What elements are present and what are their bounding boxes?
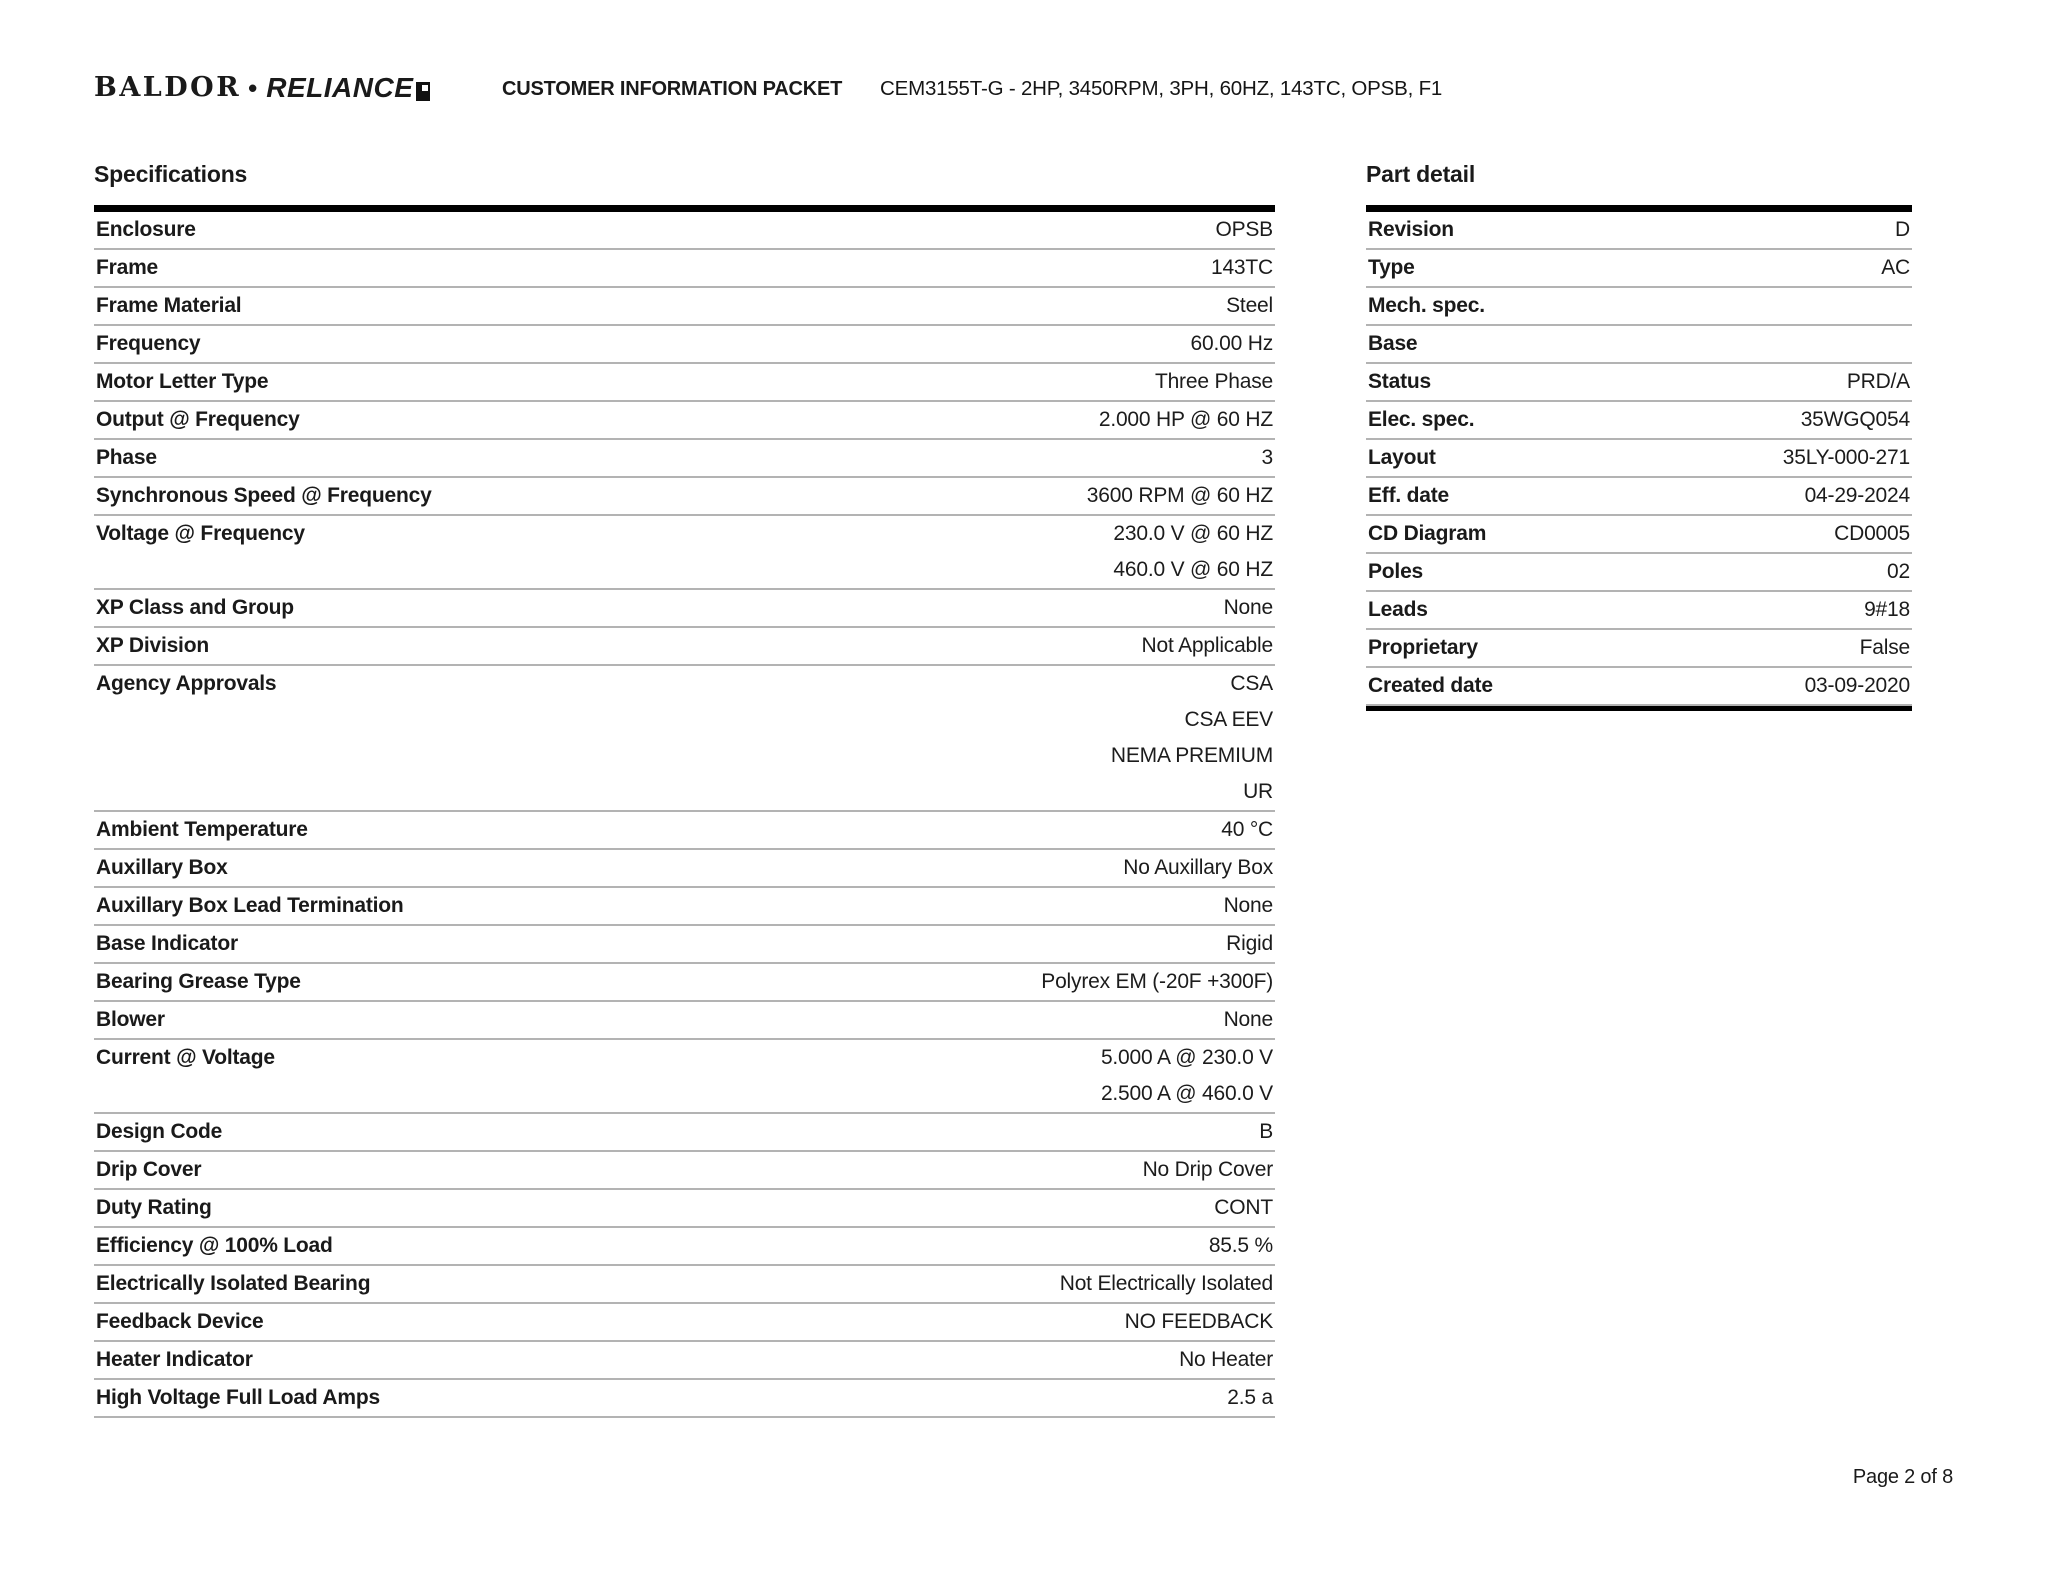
spec-label: High Voltage Full Load Amps (96, 1386, 380, 1409)
spec-label: XP Class and Group (96, 596, 294, 619)
spec-row (94, 1228, 1275, 1266)
spec-row (94, 440, 1275, 478)
part-row (1366, 250, 1912, 288)
part-row (1366, 288, 1912, 326)
spec-label: Auxillary Box (96, 856, 228, 879)
spec-row (94, 666, 1275, 812)
spec-label: Frame (96, 256, 159, 279)
spec-row (94, 250, 1275, 288)
part-detail-table (1366, 205, 1912, 711)
spec-row (94, 1380, 1275, 1418)
spec-label: Efficiency @ 100% Load (96, 1234, 333, 1257)
spec-values (1224, 888, 1275, 924)
spec-value: Rigid (1226, 932, 1273, 955)
spec-label: Ambient Temperature (96, 818, 308, 841)
spec-row (94, 888, 1275, 926)
part-values (1864, 592, 1912, 628)
baldor-reliance-logo (94, 70, 430, 106)
spec-value: No Heater (1179, 1348, 1273, 1371)
spec-row (94, 1152, 1275, 1190)
spec-values (1221, 812, 1275, 848)
document-title: CUSTOMER INFORMATION PACKET (502, 78, 843, 100)
part-values (1881, 250, 1912, 286)
part-value: PRD/A (1846, 370, 1910, 393)
part-label: Base (1368, 332, 1418, 355)
part-label: Type (1368, 256, 1415, 279)
spec-values (1125, 1304, 1275, 1340)
spec-values (1111, 666, 1275, 810)
spec-value: Three Phase (1154, 370, 1273, 393)
spec-row (94, 850, 1275, 888)
spec-label: Base Indicator (96, 932, 238, 955)
specifications-title: Specifications (94, 161, 248, 187)
spec-value: NO FEEDBACK (1124, 1310, 1273, 1333)
specifications-table (94, 205, 1275, 1418)
spec-value: Not Applicable (1141, 634, 1273, 657)
spec-value: 5.000 A @ 230.0 V (1100, 1046, 1273, 1069)
brand-dot-icon: • (248, 73, 258, 103)
spec-value: Steel (1226, 294, 1273, 317)
spec-value: 3 (1261, 446, 1273, 469)
spec-label: Phase (96, 446, 157, 469)
spec-label: Auxillary Box Lead Termination (96, 894, 404, 917)
spec-label: Design Code (96, 1120, 223, 1143)
spec-row (94, 628, 1275, 666)
spec-value: None (1223, 894, 1273, 917)
page-indicator: Page 2 of 8 (1852, 1466, 1953, 1488)
part-label: Proprietary (1368, 636, 1478, 659)
spec-row (94, 812, 1275, 850)
part-label: Poles (1368, 560, 1424, 583)
part-values (1805, 478, 1912, 514)
spec-label: Bearing Grease Type (96, 970, 301, 993)
spec-values (1227, 1380, 1275, 1416)
spec-label: Duty Rating (96, 1196, 212, 1219)
spec-values (1211, 250, 1275, 286)
spec-row (94, 1114, 1275, 1152)
part-value: 9#18 (1864, 598, 1910, 621)
spec-row (94, 1342, 1275, 1380)
part-values (1801, 402, 1912, 438)
part-values (1895, 212, 1912, 248)
spec-label: Output @ Frequency (96, 408, 300, 431)
spec-values (1224, 1002, 1275, 1038)
part-row (1366, 630, 1912, 668)
spec-label: XP Division (96, 634, 209, 657)
spec-value: No Drip Cover (1142, 1158, 1273, 1181)
part-value: False (1859, 636, 1910, 659)
spec-values (1262, 440, 1275, 476)
spec-row (94, 1266, 1275, 1304)
part-values (1834, 516, 1912, 552)
spec-value: None (1223, 596, 1273, 619)
spec-value: No Auxillary Box (1123, 856, 1273, 879)
spec-row (94, 212, 1275, 250)
part-label: Revision (1368, 218, 1454, 241)
spec-row (94, 1190, 1275, 1228)
spec-value: CSA (1230, 672, 1273, 695)
part-value: 02 (1887, 560, 1910, 583)
part-values (1805, 668, 1912, 704)
brand-baldor-text: BALDOR (94, 72, 242, 103)
spec-values (1041, 964, 1275, 1000)
spec-values (1215, 212, 1275, 248)
spec-row (94, 402, 1275, 440)
product-description: CEM3155T-G - 2HP, 3450RPM, 3PH, 60HZ, 143TC, OPSB, F1 (880, 77, 1443, 100)
spec-label: Current @ Voltage (96, 1046, 275, 1069)
part-row (1366, 516, 1912, 554)
spec-label: Frequency (96, 332, 201, 355)
spec-value: B (1259, 1120, 1273, 1143)
spec-label: Synchronous Speed @ Frequency (96, 484, 432, 507)
part-label: Layout (1368, 446, 1436, 469)
spec-values (1191, 326, 1275, 362)
spec-values (1113, 516, 1275, 588)
spec-row (94, 364, 1275, 402)
spec-value: 2.000 HP @ 60 HZ (1098, 408, 1273, 431)
spec-row (94, 326, 1275, 364)
part-row (1366, 554, 1912, 592)
spec-value: CONT (1214, 1196, 1273, 1219)
spec-values (1209, 1228, 1275, 1264)
spec-value: 143TC (1210, 256, 1273, 279)
part-row (1366, 212, 1912, 250)
spec-values (1123, 850, 1275, 886)
spec-row (94, 1002, 1275, 1040)
spec-row (94, 516, 1275, 590)
spec-value: 3600 RPM @ 60 HZ (1086, 484, 1273, 507)
spec-row (94, 964, 1275, 1002)
spec-label: Motor Letter Type (96, 370, 269, 393)
part-label: Status (1368, 370, 1431, 393)
part-value: 35WGQ054 (1800, 408, 1910, 431)
spec-label: Electrically Isolated Bearing (96, 1272, 371, 1295)
part-value: D (1895, 218, 1910, 241)
part-label: Elec. spec. (1368, 408, 1475, 431)
part-value: AC (1881, 256, 1910, 279)
spec-value: 2.5 a (1227, 1386, 1273, 1409)
part-values (1887, 554, 1912, 590)
part-values (1860, 630, 1912, 666)
spec-row (94, 1040, 1275, 1114)
brand-reliance-text: RELIANCE (266, 72, 414, 103)
part-detail-title: Part detail (1366, 161, 1476, 187)
spec-values (1099, 402, 1275, 438)
spec-label: Agency Approvals (96, 672, 277, 695)
spec-values (1214, 1190, 1275, 1226)
specifications-section (94, 155, 1275, 1418)
spec-values (1179, 1342, 1275, 1378)
part-label: Created date (1368, 674, 1493, 697)
spec-row (94, 590, 1275, 628)
spec-row (94, 288, 1275, 326)
part-value: CD0005 (1834, 522, 1910, 545)
part-row (1366, 364, 1912, 402)
spec-label: Frame Material (96, 294, 242, 317)
spec-label: Heater Indicator (96, 1348, 253, 1371)
spec-label: Blower (96, 1008, 165, 1031)
part-value: 04-29-2024 (1804, 484, 1910, 507)
spec-values (1155, 364, 1275, 400)
spec-values (1224, 590, 1275, 626)
part-value: 35LY-000-271 (1782, 446, 1910, 469)
part-label: CD Diagram (1368, 522, 1487, 545)
spec-value: UR (1243, 780, 1273, 803)
spec-value: 2.500 A @ 460.0 V (1100, 1082, 1273, 1105)
spec-values (1087, 478, 1275, 514)
spec-value: None (1223, 1008, 1273, 1031)
spec-value: 230.0 V @ 60 HZ (1113, 522, 1273, 545)
spec-values (1101, 1040, 1275, 1112)
spec-label: Enclosure (96, 218, 196, 241)
spec-value: 40 °C (1221, 818, 1273, 841)
part-row (1366, 326, 1912, 364)
spec-row (94, 478, 1275, 516)
part-values (1910, 326, 1912, 362)
spec-values (1226, 926, 1275, 962)
spec-values (1226, 288, 1275, 324)
spec-label: Drip Cover (96, 1158, 202, 1181)
spec-values (1143, 1152, 1275, 1188)
part-detail-section (1366, 155, 1912, 711)
part-row (1366, 402, 1912, 440)
spec-value: 85.5 % (1208, 1234, 1273, 1257)
registered-mark-icon (416, 82, 430, 101)
spec-value: 460.0 V @ 60 HZ (1113, 558, 1273, 581)
part-label: Leads (1368, 598, 1428, 621)
part-row (1366, 668, 1912, 706)
part-label: Eff. date (1368, 484, 1450, 507)
part-values (1783, 440, 1912, 476)
spec-values (1060, 1266, 1275, 1302)
spec-value: Polyrex EM (-20F +300F) (1041, 970, 1273, 993)
spec-row (94, 926, 1275, 964)
spec-row (94, 1304, 1275, 1342)
spec-value: OPSB (1215, 218, 1273, 241)
part-value: 03-09-2020 (1804, 674, 1910, 697)
spec-value: 60.00 Hz (1190, 332, 1273, 355)
part-row (1366, 478, 1912, 516)
spec-values (1142, 628, 1275, 664)
spec-value: CSA EEV (1184, 708, 1273, 731)
part-row (1366, 592, 1912, 630)
part-values (1910, 288, 1912, 324)
spec-value: Not Electrically Isolated (1059, 1272, 1273, 1295)
part-values (1847, 364, 1912, 400)
part-row (1366, 440, 1912, 478)
spec-values (1259, 1114, 1275, 1150)
spec-label: Feedback Device (96, 1310, 264, 1333)
spec-label: Voltage @ Frequency (96, 522, 305, 545)
spec-value: NEMA PREMIUM (1110, 744, 1273, 767)
part-label: Mech. spec. (1368, 294, 1485, 317)
